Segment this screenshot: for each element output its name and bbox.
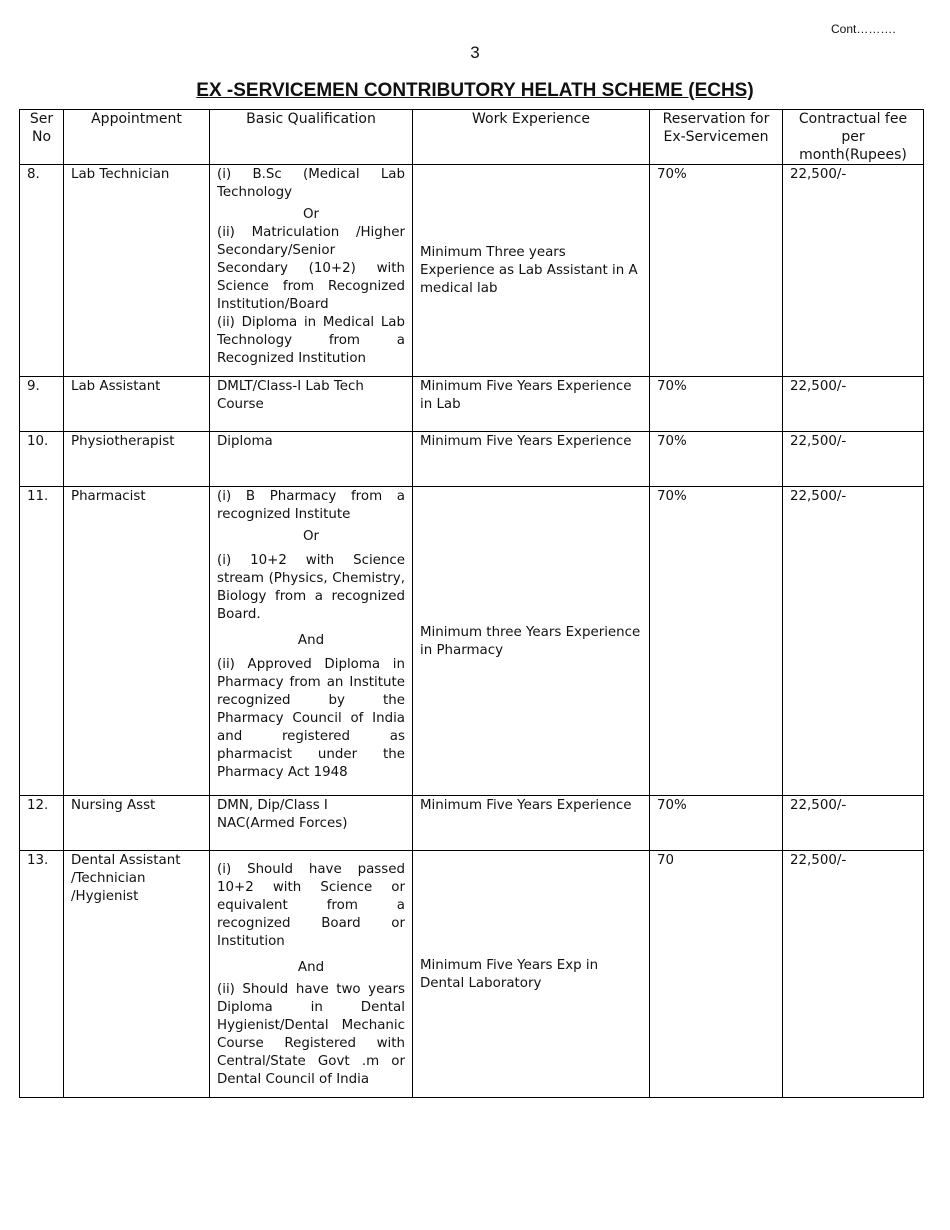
work-experience: Minimum Five Years Exp in Dental Laboratory [413, 851, 650, 1098]
qualification-line: (ii) Should have two years Diploma in Dental Hygienist/Dental Mechanic Course Registered with Central/State Govt .m or Dental Council of India [217, 982, 405, 1087]
column-header: Contractual fee per month(Rupees) [783, 110, 924, 165]
ser-no: 10. [20, 432, 64, 487]
qualification-line: DMN, Dip/Class I [217, 798, 328, 813]
fee: 22,500/- [783, 487, 924, 796]
reservation: 70 [650, 851, 783, 1098]
qualification [210, 432, 413, 487]
column-header: Appointment [64, 110, 210, 165]
qualification-line: (i) Should have passed 10+2 with Science or equivalent from a recognized Board or Institution [217, 862, 405, 949]
appointment-line: /Technician [71, 871, 146, 886]
table-header-row [20, 110, 924, 165]
qualification [210, 796, 413, 851]
appointments-table [19, 109, 924, 1098]
work-experience: Minimum Three years Experience as Lab Assistant in A medical lab [413, 165, 650, 377]
qualification-line: (ii) Diploma in Medical Lab Technology from a Recognized Institution [217, 315, 405, 366]
fee: 22,500/- [783, 377, 924, 432]
column-header: Reservation for Ex-Servicemen [650, 110, 783, 165]
qualification-line: Diploma [217, 434, 273, 449]
qualification [210, 851, 413, 1098]
reservation: 70% [650, 796, 783, 851]
work-experience: Minimum Five Years Experience [413, 796, 650, 851]
column-header: Basic Qualification [210, 110, 413, 165]
qualification [210, 165, 413, 377]
table-row [20, 377, 924, 432]
qualification-line: Or [302, 529, 320, 544]
qualification-line: And [297, 960, 325, 975]
appointment [64, 851, 210, 1098]
page-title: EX -SERVICEMEN CONTRIBUTORY HELATH SCHEME (ECHS) [196, 80, 754, 101]
appointment: Physiotherapist [64, 432, 210, 487]
qualification-line: And [297, 633, 325, 648]
work-experience: Minimum three Years Experience in Pharmacy [413, 487, 650, 796]
table-row [20, 487, 924, 796]
qualification-line: (i) 10+2 with Science stream (Physics, Chemistry, Biology from a recognized Board. [217, 553, 405, 622]
reservation: 70% [650, 432, 783, 487]
page-number: 3 [470, 43, 480, 62]
table-row [20, 851, 924, 1098]
appointment-line: /Hygienist [71, 889, 139, 904]
reservation: 70% [650, 377, 783, 432]
table-row [20, 165, 924, 377]
qualification [210, 377, 413, 432]
work-experience: Minimum Five Years Experience in Lab [413, 377, 650, 432]
reservation: 70% [650, 487, 783, 796]
column-header: Ser No [20, 110, 64, 165]
appointment: Lab Assistant [64, 377, 210, 432]
fee: 22,500/- [783, 165, 924, 377]
column-header: Work Experience [413, 110, 650, 165]
ser-no: 13. [20, 851, 64, 1098]
table-row [20, 796, 924, 851]
ser-no: 9. [20, 377, 64, 432]
fee: 22,500/- [783, 796, 924, 851]
qualification-line: (i) B.Sc (Medical Lab Technology [217, 167, 405, 200]
qualification-line: NAC(Armed Forces) [217, 816, 348, 831]
ser-no: 11. [20, 487, 64, 796]
continuation-note: Cont………. [831, 22, 896, 36]
qualification-line: (ii) Matriculation /Higher Secondary/Senior Secondary (10+2) with Science from Recognized Institution/Board [217, 225, 405, 312]
qualification [210, 487, 413, 796]
appointment: Nursing Asst [64, 796, 210, 851]
work-experience: Minimum Five Years Experience [413, 432, 650, 487]
appointment-line: Dental Assistant [71, 853, 181, 868]
fee: 22,500/- [783, 851, 924, 1098]
qualification-line: (ii) Approved Diploma in Pharmacy from an Institute recognized by the Pharmacy Council of India and registered as pharmacist under the Pharmacy Act 1948 [217, 657, 405, 780]
appointment: Lab Technician [64, 165, 210, 377]
table-row [20, 432, 924, 487]
ser-no: 8. [20, 165, 64, 377]
ser-no: 12. [20, 796, 64, 851]
qualification-line: Or [302, 207, 320, 222]
qualification-line: (i) B Pharmacy from a recognized Institute [217, 489, 405, 522]
fee: 22,500/- [783, 432, 924, 487]
qualification-line: DMLT/Class-I Lab Tech Course [217, 379, 364, 412]
appointment: Pharmacist [64, 487, 210, 796]
reservation: 70% [650, 165, 783, 377]
